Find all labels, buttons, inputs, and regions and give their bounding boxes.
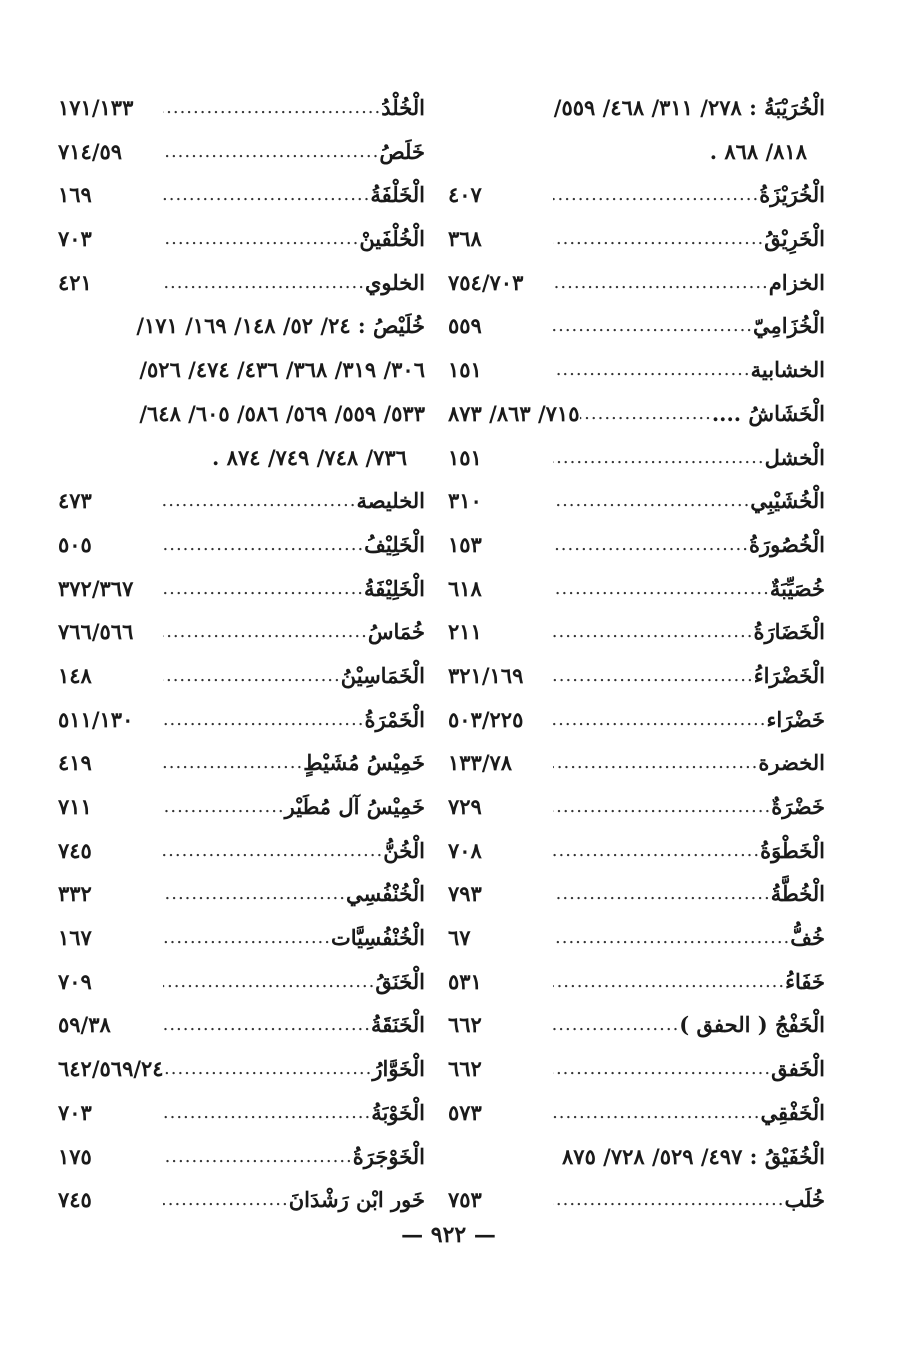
entry-page-numbers: ٧١٤/٥٩ bbox=[58, 138, 123, 164]
entry-page-numbers: ٦٤٢/٥٦٩/٢٤ bbox=[58, 1056, 164, 1082]
entry-term: الْخَشَاشُ .... bbox=[711, 400, 825, 426]
leader-dots bbox=[553, 436, 765, 480]
entry-page-numbers: ٤٢١ bbox=[58, 269, 92, 295]
index-entry bbox=[50, 785, 425, 829]
entry-page-numbers: ٥٠٥ bbox=[58, 531, 92, 557]
index-entry bbox=[440, 698, 825, 742]
leader-dots bbox=[553, 1178, 784, 1222]
leader-dots bbox=[163, 785, 285, 829]
leader-dots bbox=[163, 86, 381, 130]
entry-term: خُصَيِّبَةٌ bbox=[769, 575, 825, 601]
entry-page-numbers: ١٦٧ bbox=[58, 925, 92, 951]
index-entry bbox=[50, 1047, 425, 1091]
leader-dots bbox=[163, 523, 364, 567]
entry-page-numbers: ٥٣١ bbox=[448, 968, 482, 994]
leader-dots bbox=[553, 1047, 771, 1091]
entry-term: الْخُنُّ bbox=[383, 837, 425, 863]
index-entry bbox=[440, 654, 825, 698]
leader-dots bbox=[163, 130, 379, 174]
entry-term: الخشابية bbox=[750, 357, 825, 383]
entry-page-numbers: ٥١١/١٣٠ bbox=[58, 706, 134, 732]
index-entry bbox=[50, 829, 425, 873]
leader-dots bbox=[553, 916, 790, 960]
index-entry bbox=[440, 304, 825, 348]
entry-term: خَضْرَةٌ bbox=[771, 794, 825, 819]
entry-term: الْخُلْدُ bbox=[381, 95, 425, 120]
entry-page-numbers: ٧١١ bbox=[58, 794, 92, 819]
entry-page-numbers: ٧٠٨ bbox=[448, 837, 482, 863]
entry-term: الْخَلِيْفَةُ bbox=[364, 575, 425, 601]
entry-text: الْخُفَيْقُ : ٤٩٧/ ٥٢٩/ ٧٢٨/ ٨٧٥ bbox=[562, 1143, 825, 1169]
leader-dots bbox=[163, 698, 364, 742]
index-entry-long bbox=[50, 392, 425, 436]
entry-term: الْخُزَامِيّ bbox=[753, 313, 825, 339]
entry-term: الخزام bbox=[768, 269, 825, 295]
index-entry bbox=[440, 217, 825, 261]
index-entry bbox=[440, 392, 825, 436]
entry-page-numbers: ١٣٣/٧٨ bbox=[448, 750, 513, 776]
index-entry bbox=[440, 610, 825, 654]
entry-term: الْخَضَارَةُ bbox=[753, 619, 825, 645]
leader-dots bbox=[163, 1178, 289, 1222]
entry-term: خُفُّ bbox=[790, 925, 825, 951]
entry-term: الخضرة bbox=[758, 750, 825, 776]
entry-term: الْخَوَّارُ bbox=[372, 1056, 425, 1082]
leader-dots bbox=[553, 173, 759, 217]
entry-page-numbers: ٧٦٦/٥٦٦ bbox=[58, 619, 134, 645]
entry-text: ٧٣٦/ ٧٤٨/ ٧٤٩/ ٨٧٤ . bbox=[212, 444, 407, 470]
entry-term: الْخُصُورَةُ bbox=[749, 531, 825, 557]
entry-page-numbers: ٧٤٥ bbox=[58, 837, 92, 863]
leader-dots bbox=[163, 217, 359, 261]
entry-term: الْخَطْوَةُ bbox=[760, 837, 825, 863]
leader-dots bbox=[163, 173, 370, 217]
entry-page-numbers: ١٧١/١٣٣ bbox=[58, 95, 134, 120]
entry-term: خَمِيْسُ مُشَيْطٍ bbox=[303, 750, 425, 776]
leader-dots bbox=[163, 654, 341, 698]
entry-term: الْخَمَاسِيْنُ bbox=[340, 662, 425, 688]
index-entry bbox=[440, 872, 825, 916]
leader-dots bbox=[163, 872, 346, 916]
entry-page-numbers: ١٥٣ bbox=[448, 531, 482, 557]
entry-term: خُمَاسُ bbox=[367, 619, 425, 645]
entry-page-numbers: ٣٣٢ bbox=[58, 881, 92, 907]
index-entry bbox=[50, 1003, 425, 1047]
leader-dots bbox=[163, 479, 356, 523]
entry-term: خُلَب bbox=[784, 1187, 825, 1213]
entry-term: الْخُلْفَينْ bbox=[359, 226, 425, 252]
entry-text: خُلَيْصُ : ٢٤/ ٥٢/ ١٤٨/ ١٦٩/ ١٧١/ bbox=[136, 313, 425, 339]
leader-dots bbox=[163, 1003, 371, 1047]
leader-dots bbox=[163, 916, 331, 960]
entry-term: الْخَوْجَرَةُ bbox=[352, 1143, 425, 1169]
index-entry bbox=[50, 1178, 425, 1222]
entry-term: الْخَوْبَةُ bbox=[371, 1099, 425, 1125]
entry-page-numbers: ١٧٥ bbox=[58, 1143, 92, 1169]
entry-term: الْخَلْفَةُ bbox=[370, 182, 425, 208]
leader-dots bbox=[163, 1091, 371, 1135]
leader-dots bbox=[553, 741, 758, 785]
entry-text: ٣٠٦/ ٣١٩/ ٣٦٨/ ٤٣٦/ ٤٧٤/ ٥٢٦/ bbox=[139, 357, 425, 383]
entry-term: الْخشل bbox=[764, 444, 825, 470]
entry-term: الْخَمْرَةُ bbox=[364, 706, 425, 732]
entry-page-numbers: ٥٠٣/٢٢٥ bbox=[448, 706, 524, 732]
entry-term: الْخَرِيْقُ bbox=[764, 226, 825, 252]
index-entry-long bbox=[50, 348, 425, 392]
entry-page-numbers: ٦٦٢ bbox=[448, 1012, 482, 1038]
leader-dots bbox=[163, 829, 383, 873]
leader-dots bbox=[553, 654, 754, 698]
index-entry-long bbox=[440, 86, 825, 130]
leader-dots bbox=[553, 567, 770, 611]
leader-dots bbox=[553, 479, 750, 523]
index-entry bbox=[50, 1135, 425, 1179]
right-column bbox=[440, 86, 825, 1222]
leader-dots bbox=[553, 1003, 679, 1047]
index-entry bbox=[50, 916, 425, 960]
leader-dots bbox=[553, 610, 753, 654]
index-entry bbox=[440, 479, 825, 523]
leader-dots bbox=[163, 567, 364, 611]
index-entry bbox=[50, 523, 425, 567]
entry-term: الْخَفق bbox=[771, 1056, 825, 1082]
leader-dots bbox=[553, 261, 769, 305]
entry-page-numbers: ٣٧٢/٣٦٧ bbox=[58, 575, 134, 601]
page-number: — ٩٢٢ — bbox=[401, 1222, 496, 1248]
index-entry bbox=[440, 173, 825, 217]
entry-page-numbers: ٥٩/٣٨ bbox=[58, 1012, 111, 1038]
entry-page-numbers: ٣٢١/١٦٩ bbox=[448, 662, 524, 688]
entry-page-numbers: ١٥١ bbox=[448, 444, 482, 470]
index-entry bbox=[50, 654, 425, 698]
leader-dots bbox=[580, 392, 712, 436]
index-entry-long bbox=[440, 1135, 825, 1179]
leader-dots bbox=[553, 523, 749, 567]
entry-term: الْخَنَقَةُ bbox=[370, 1012, 425, 1038]
entry-term: خَور ابْن رَشْدَانَ bbox=[288, 1187, 425, 1213]
leader-dots bbox=[553, 872, 771, 916]
entry-page-numbers: ٧١٥/ ٨٦٣/ ٨٧٣ bbox=[448, 400, 580, 426]
entry-page-numbers: ٥٥٩ bbox=[448, 313, 482, 339]
index-entry bbox=[440, 741, 825, 785]
index-entry bbox=[50, 741, 425, 785]
index-entry-continuation bbox=[440, 130, 825, 174]
entry-term: الْخُطَّةُ bbox=[770, 881, 825, 907]
index-entry bbox=[50, 1091, 425, 1135]
index-entry bbox=[440, 523, 825, 567]
entry-page-numbers: ١٤٨ bbox=[58, 662, 92, 688]
entry-page-numbers: ٧٠٣ bbox=[58, 226, 92, 252]
index-entry bbox=[50, 610, 425, 654]
index-entry bbox=[440, 1178, 825, 1222]
leader-dots bbox=[163, 610, 368, 654]
index-entry bbox=[50, 567, 425, 611]
entry-term: خَضْرَاء bbox=[766, 706, 825, 732]
index-entry bbox=[440, 960, 825, 1004]
entry-term: الْخَفْجُ ( الحفق ) bbox=[679, 1012, 825, 1038]
index-entry bbox=[440, 261, 825, 305]
entry-page-numbers: ٦١٨ bbox=[448, 575, 482, 601]
entry-term: الْخَنَقُ bbox=[375, 968, 425, 994]
index-entry bbox=[50, 479, 425, 523]
entry-page-numbers: ٤٠٧ bbox=[448, 182, 482, 208]
index-entry bbox=[50, 130, 425, 174]
index-entry bbox=[50, 872, 425, 916]
entry-page-numbers: ٧٥٤/٧٠٣ bbox=[448, 269, 524, 295]
leader-dots bbox=[553, 348, 751, 392]
index-entry bbox=[440, 436, 825, 480]
index-entry bbox=[440, 567, 825, 611]
index-entry bbox=[440, 916, 825, 960]
leader-dots bbox=[163, 960, 375, 1004]
entry-term: الخليصة bbox=[356, 488, 425, 514]
entry-page-numbers: ٣٦٨ bbox=[448, 226, 482, 252]
entry-page-numbers: ٥٧٣ bbox=[448, 1099, 482, 1125]
entry-page-numbers: ١٦٩ bbox=[58, 182, 92, 208]
leader-dots bbox=[553, 785, 771, 829]
entry-page-numbers: ٦٧ bbox=[448, 925, 471, 951]
entry-term: الْخُرَيْزَةُ bbox=[759, 182, 825, 208]
entry-page-numbers: ٤١٩ bbox=[58, 750, 92, 776]
index-entry bbox=[50, 173, 425, 217]
index-entry bbox=[440, 785, 825, 829]
leader-dots bbox=[553, 217, 764, 261]
index-entry bbox=[50, 217, 425, 261]
entry-page-numbers: ٧٠٣ bbox=[58, 1099, 92, 1125]
entry-term: الْخَضْرَاءُ bbox=[753, 662, 825, 688]
index-entry-continuation bbox=[50, 436, 425, 480]
leader-dots bbox=[163, 261, 365, 305]
index-entry-long bbox=[50, 304, 425, 348]
entry-page-numbers: ٣١٠ bbox=[448, 488, 482, 514]
index-entry bbox=[50, 86, 425, 130]
entry-term: الْخُشَيْبِي bbox=[750, 488, 825, 514]
left-column bbox=[50, 86, 425, 1222]
entry-term: الخلوي bbox=[364, 269, 425, 295]
leader-dots bbox=[163, 741, 303, 785]
index-entry bbox=[440, 1047, 825, 1091]
index-entry bbox=[440, 829, 825, 873]
entry-term: الْخُنْفُسِيَّات bbox=[331, 925, 425, 951]
leader-dots bbox=[553, 304, 753, 348]
entry-page-numbers: ٧٢٩ bbox=[448, 794, 482, 819]
entry-page-numbers: ٧٥٣ bbox=[448, 1187, 482, 1213]
entry-page-numbers: ٧٠٩ bbox=[58, 968, 92, 994]
entry-text: ٨١٨/ ٨٦٨ . bbox=[709, 138, 807, 164]
index-entry bbox=[440, 1091, 825, 1135]
leader-dots bbox=[163, 1135, 353, 1179]
entry-page-numbers: ٤٧٣ bbox=[58, 488, 92, 514]
entry-page-numbers: ١٥١ bbox=[448, 357, 482, 383]
entry-page-numbers: ٧٩٣ bbox=[448, 881, 482, 907]
index-entry bbox=[440, 1003, 825, 1047]
entry-term: خَلَصُ bbox=[379, 138, 425, 164]
entry-text: ٥٣٣/ ٥٥٩/ ٥٦٩/ ٥٨٦/ ٦٠٥/ ٦٤٨/ bbox=[139, 400, 425, 426]
index-entry bbox=[440, 348, 825, 392]
entry-text: الْخُرَيْبَةُ : ٢٧٨/ ٣١١/ ٤٦٨/ ٥٥٩/ bbox=[553, 95, 825, 120]
entry-page-numbers: ٦٦٢ bbox=[448, 1056, 482, 1082]
index-entry bbox=[50, 698, 425, 742]
entry-term: الْخَفْقِي bbox=[760, 1099, 825, 1125]
index-entry bbox=[50, 960, 425, 1004]
entry-term: خَمِيْسُ آل مُطَيْر bbox=[284, 794, 425, 819]
leader-dots bbox=[553, 829, 760, 873]
leader-dots bbox=[553, 960, 785, 1004]
entry-page-numbers: ٢١١ bbox=[448, 619, 482, 645]
index-entry bbox=[50, 261, 425, 305]
leader-dots bbox=[553, 698, 767, 742]
leader-dots bbox=[553, 1091, 760, 1135]
entry-term: الْخُنْفُسِي bbox=[346, 881, 425, 907]
entry-term: الْخَلِيْفُ bbox=[364, 531, 425, 557]
entry-term: خَفَاءُ bbox=[785, 968, 825, 994]
entry-page-numbers: ٧٤٥ bbox=[58, 1187, 92, 1213]
leader-dots bbox=[164, 1047, 373, 1091]
